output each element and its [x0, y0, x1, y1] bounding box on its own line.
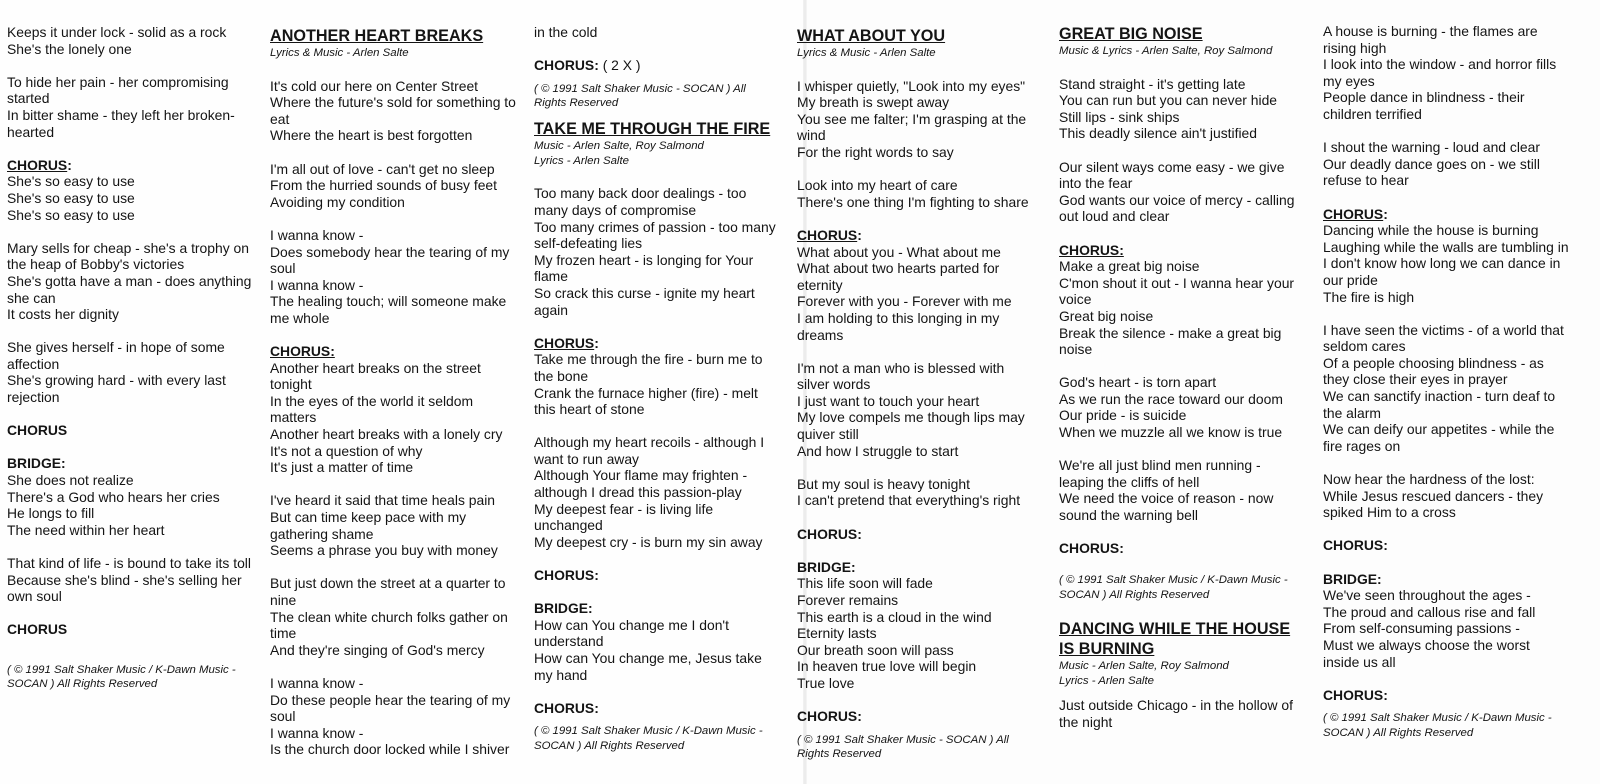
lyric-line: You can run but you can never hide	[1059, 92, 1278, 109]
chorus-line: Great big noise	[1059, 307, 1154, 324]
song-credit: Music - Arlen Salte, Roy Salmond	[534, 139, 704, 152]
bridge-label: BRIDGE:	[797, 558, 856, 575]
lyric-line: Our pride - is suicide	[1059, 407, 1187, 424]
chorus-line: Take me through the fire - burn me to the bone	[534, 351, 763, 384]
lyric-line: Still lips - sink ships	[1059, 108, 1180, 125]
lyric-line: Our deadly dance goes on - we still refuse to hear	[1323, 155, 1540, 189]
song-title: ANOTHER HEART BREAKS	[270, 27, 484, 45]
lyric-line: Because she's blind - she's selling her own soul	[7, 571, 242, 605]
lyric-line: It costs her dignity	[7, 306, 119, 323]
lyric-line: Does somebody hear the tearing of my soul	[270, 243, 510, 277]
bridge-line: She does not realize	[7, 472, 134, 489]
copyright-notice: ( © 1991 Salt Shaker Music - SOCAN ) All Rights Reserved	[534, 82, 746, 110]
bridge-line: Forever remains	[797, 592, 899, 608]
lyric-line: Avoiding my condition	[270, 193, 405, 210]
lyric-line: For the right words to say	[797, 143, 954, 160]
lyric-line: She's growing hard - with every last rejection	[7, 372, 226, 406]
song-credit: Music - Arlen Salte, Roy Salmond	[1059, 660, 1229, 672]
lyric-line: The healing touch; will someone make me whole	[270, 293, 507, 326]
chorus-line: What about two hearts parted for eternity	[797, 260, 1000, 293]
lyric-line: Of a people choosing blindness - as they close their eyes in prayer	[1323, 354, 1544, 388]
chorus-line: What about you - What about me	[797, 243, 1001, 260]
lyric-line: Now hear the hardness of the lost:	[1323, 471, 1535, 488]
chorus-line: It's not a question of why	[270, 442, 423, 459]
lyric-line: She gives herself - in hope of some affection	[7, 339, 225, 372]
song-title: GREAT BIG NOISE	[1059, 25, 1203, 43]
chorus-line: I am holding to this longing in my dreams	[797, 309, 1000, 343]
bridge-line: How can You change me I don't understand	[534, 616, 729, 650]
lyric-line: My deepest fear - is living life unchanged	[534, 500, 714, 534]
lyric-line: Keeps it under lock - solid as a rock	[7, 24, 227, 40]
copyright-notice: ( © 1991 Salt Shaker Music - SOCAN ) All Rights Reserved	[797, 733, 1009, 761]
lyric-line: As we run the race toward our doom	[1059, 390, 1283, 407]
lyric-line: I wanna know -	[270, 276, 364, 293]
copyright-notice: ( © 1991 Salt Shaker Music / K-Dawn Music - SOCAN ) All Rights Reserved	[7, 663, 236, 691]
copyright-notice: ( © 1991 Salt Shaker Music / K-Dawn Music - SOCAN ) All Rights Reserved	[1059, 574, 1288, 601]
lyrics-column-3	[534, 24, 780, 753]
lyric-line: And they're singing of God's mercy	[270, 641, 485, 658]
lyric-line: I just want to touch your heart	[797, 392, 980, 409]
chorus-line: Dancing while the house is burning	[1323, 222, 1539, 239]
chorus-label: CHORUS:	[1059, 241, 1124, 258]
lyric-line: But just down the street at a quarter to nine	[270, 575, 506, 608]
bridge-line: This life soon will fade	[797, 575, 933, 592]
song-credit: Lyrics - Arlen Salte	[1059, 675, 1154, 687]
chorus-label: CHORUS:	[534, 334, 599, 351]
chorus-label: CHORUS:	[1059, 540, 1124, 557]
lyric-line: I look into the window - and horror fills my eyes	[1323, 56, 1557, 89]
bridge-label: BRIDGE:	[7, 455, 66, 472]
lyric-line: Look into my heart of care	[797, 177, 958, 194]
song-credit: Lyrics - Arlen Salte	[534, 154, 629, 167]
lyric-line: We can deify our appetites - while the fire rages on	[1323, 421, 1555, 454]
chorus-label: CHORUS:	[1323, 686, 1388, 703]
bridge-line: The proud and callous rise and fall	[1323, 603, 1536, 620]
song-credit: Music & Lyrics - Arlen Salte, Roy Salmond	[1059, 45, 1273, 57]
lyrics-column-1	[7, 24, 259, 692]
chorus-line: I don't know how long we can dance in our pride	[1323, 255, 1561, 288]
chorus-label: CHORUS:	[270, 343, 335, 360]
bridge-line: Our breath soon will pass	[797, 641, 954, 658]
lyrics-column-2	[270, 26, 522, 758]
chorus-label: CHORUS	[7, 621, 68, 638]
lyric-line: We need the voice of reason - now sound the warning bell	[1059, 490, 1274, 524]
chorus-line: Forever with you - Forever with me	[797, 293, 1012, 310]
chorus-label: CHORUS:	[7, 156, 72, 173]
chorus-label: CHORUS:	[534, 567, 599, 584]
lyric-line: Although Your flame may frighten - although I dread this passion-play	[534, 467, 748, 501]
lyric-line: My breath is swept away	[797, 94, 950, 111]
bridge-label: BRIDGE:	[1323, 570, 1382, 587]
lyric-line: While Jesus rescued dancers - they spiked Him to a cross	[1323, 487, 1544, 521]
lyrics-column-6	[1323, 23, 1569, 740]
lyric-line: It's cold our here on Center Street	[270, 77, 479, 94]
lyric-line: I whisper quietly, "Look into my eyes"	[797, 77, 1026, 94]
lyric-line: She's gotta have a man - does anything she can	[7, 272, 252, 306]
bridge-line: The need within her heart	[7, 521, 165, 538]
chorus-line: She's so easy to use	[7, 189, 135, 206]
lyric-line: She's the lonely one	[7, 40, 132, 57]
chorus-label: CHORUS:	[797, 525, 862, 542]
lyric-line: I'm all out of love - can't get no sleep	[270, 160, 495, 177]
chorus-line: Laughing while the walls are tumbling in	[1323, 238, 1569, 255]
lyric-line: Our silent ways come easy - we give into the fear	[1059, 158, 1285, 192]
chorus-label: CHORUS:	[1323, 205, 1388, 222]
bridge-line: How can You change me, Jesus take my hand	[534, 650, 762, 683]
lyric-line: We can sanctify inaction - turn deaf to the alarm	[1323, 388, 1556, 421]
lyric-line: My love compels me though lips may quiver still	[797, 409, 1025, 443]
lyric-line: A house is burning - the flames are rising high	[1323, 23, 1538, 56]
lyric-line: Where the future's sold for something to eat	[270, 94, 516, 127]
chorus-line: Another heart breaks on the street tonight	[270, 359, 481, 393]
song-title: DANCING WHILE THE HOUSE IS BURNING	[1059, 620, 1291, 658]
bridge-line: He longs to fill	[7, 505, 95, 522]
chorus-line: Make a great big noise	[1059, 258, 1200, 275]
copyright-notice: ( © 1991 Salt Shaker Music / K-Dawn Music - SOCAN ) All Rights Reserved	[1323, 712, 1552, 739]
lyric-line: I have seen the victims - of a world that seldom cares	[1323, 321, 1564, 355]
bridge-label: BRIDGE:	[534, 600, 593, 617]
lyric-line: I wanna know -	[270, 674, 364, 691]
song-title: WHAT ABOUT YOU	[797, 27, 946, 45]
chorus-line: She's so easy to use	[7, 206, 135, 223]
bridge-line: This earth is a cloud in the wind	[797, 608, 992, 625]
lyric-line: Mary sells for cheap - she's a trophy on the heap of Bobby's victories	[7, 239, 249, 273]
lyric-line: I'm not a man who is blessed with silver words	[797, 359, 1005, 393]
chorus-line: Break the silence - make a great big noise	[1059, 324, 1282, 358]
lyric-line: Seems a phrase you buy with money	[270, 542, 498, 559]
lyric-line: But can time keep pace with my gathering shame	[270, 509, 467, 542]
lyric-line: We're all just blind men running - leaping the cliffs of hell	[1059, 457, 1261, 490]
lyric-line: So crack this curse - ignite my heart again	[534, 284, 755, 318]
lyric-line: The clean white church folks gather on time	[270, 608, 508, 642]
chorus-label: CHORUS:	[797, 708, 862, 725]
lyric-line: God's heart - is torn apart	[1059, 374, 1217, 391]
lyric-line: And how I struggle to start	[797, 442, 959, 459]
lyric-line: Just outside Chicago - in the hollow of the night	[1059, 697, 1293, 730]
lyric-line: Too many back door dealings - too many days of compromise	[534, 185, 747, 218]
lyric-line: In bitter shame - they left her broken-hearted	[7, 106, 235, 140]
lyric-line: My frozen heart - is longing for Your flame	[534, 251, 754, 285]
chorus-line: C'mon shout it out - I wanna hear your voice	[1059, 274, 1295, 308]
chorus-label: CHORUS:	[1323, 537, 1388, 554]
lyric-line: Stand straight - it's getting late	[1059, 75, 1246, 92]
chorus-line: She's so easy to use	[7, 173, 135, 190]
lyric-line: Do these people hear the tearing of my soul	[270, 691, 511, 725]
chorus-label: CHORUS	[7, 422, 68, 439]
lyric-line: in the cold	[534, 24, 598, 40]
lyrics-column-5	[1059, 24, 1305, 730]
copyright-notice: ( © 1991 Salt Shaker Music / K-Dawn Music - SOCAN ) All Rights Reserved	[534, 725, 763, 752]
lyric-line: My deepest cry - is burn my sin away	[534, 533, 763, 550]
chorus-line: Crank the furnace higher (fire) - melt this heart of stone	[534, 384, 758, 418]
lyric-line: Where the heart is best forgotten	[270, 127, 473, 144]
chorus-line: In the eyes of the world it seldom matters	[270, 392, 474, 426]
bridge-line: There's a God who hears her cries	[7, 488, 220, 505]
lyric-line: But my soul is heavy tonight	[797, 475, 970, 492]
lyric-line: You see me falter; I'm grasping at the wind	[797, 110, 1027, 144]
lyric-line: I shout the warning - loud and clear	[1323, 139, 1540, 156]
lyric-line: I wanna know -	[270, 226, 364, 243]
lyric-line: I can't pretend that everything's right	[797, 492, 1021, 509]
lyric-line: Too many crimes of passion - too many self-defeating lies	[534, 218, 776, 252]
song-credit: Lyrics & Music - Arlen Salte	[270, 47, 409, 59]
lyric-line: Although my heart recoils - although I want to run away	[534, 434, 765, 467]
chorus-label: CHORUS:	[534, 699, 599, 716]
bridge-line: We've seen throughout the ages -	[1323, 587, 1531, 604]
bridge-line: Eternity lasts	[797, 625, 877, 642]
lyric-line: That kind of life - is bound to take its toll	[7, 555, 251, 571]
chorus-label: CHORUS: ( 2 X )	[534, 57, 641, 74]
chorus-line: The fire is high	[1323, 288, 1415, 305]
lyric-line: From the hurried sounds of busy feet	[270, 177, 497, 194]
lyric-line: I've heard it said that time heals pain	[270, 492, 496, 509]
bridge-line: Must we always choose the worst inside us all	[1323, 636, 1530, 670]
song-credit: Lyrics & Music - Arlen Salte	[797, 47, 936, 59]
lyric-line: God wants our voice of mercy - calling out loud and clear	[1059, 191, 1295, 225]
chorus-line: Another heart breaks with a lonely cry	[270, 426, 503, 443]
lyric-line: There's one thing I'm fighting to share	[797, 193, 1029, 210]
song-title: TAKE ME THROUGH THE FIRE	[534, 119, 771, 138]
lyric-line: I wanna know -	[270, 724, 364, 741]
chorus-label: CHORUS:	[797, 226, 862, 243]
bridge-line: In heaven true love will begin	[797, 658, 977, 675]
chorus-line: It's just a matter of time	[270, 459, 414, 476]
lyric-line: People dance in blindness - their children terrified	[1323, 89, 1525, 122]
lyric-line: When we muzzle all we know is true	[1059, 424, 1283, 441]
lyric-line: This deadly silence ain't justified	[1059, 125, 1257, 142]
lyric-line: To hide her pain - her compromising started	[7, 73, 229, 107]
bridge-line: True love	[797, 674, 855, 691]
lyric-line: Is the church door locked while I shiver	[270, 741, 510, 758]
bridge-line: From self-consuming passions -	[1323, 620, 1520, 637]
lyrics-column-4	[797, 26, 1037, 762]
